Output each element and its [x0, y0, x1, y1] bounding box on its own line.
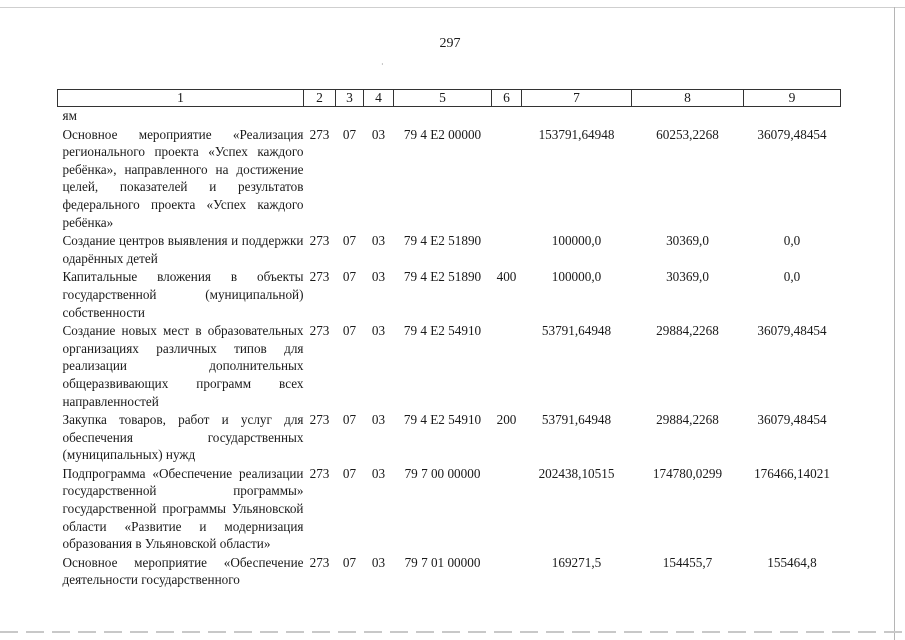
page-frame-top	[0, 7, 905, 8]
row-amount-3: 176466,14021	[754, 465, 830, 481]
row-name: Создание новых мест в образовательных организациях различных типов для реализации дополнительных общеразвивающих программ всех направленностей	[62, 323, 304, 409]
column-header: 6	[492, 90, 522, 107]
row-amount-2: 174780,0299	[652, 465, 723, 481]
page-frame-bottom	[0, 631, 905, 633]
table-row	[58, 464, 841, 553]
row-target-code: 79 7 01 00000	[404, 554, 481, 570]
row-target-code: 79 4 E2 51890	[403, 269, 482, 285]
row-section-code: 07	[342, 465, 357, 481]
row-amount-2: 30369,0	[666, 233, 709, 249]
column-header: 4	[364, 90, 394, 107]
row-amount-3: 0,0	[783, 233, 801, 249]
row-expense-type	[492, 553, 522, 589]
row-target-code: 79 4 E2 00000	[403, 126, 482, 142]
row-section-code: 07	[342, 233, 357, 249]
row-expense-type	[492, 125, 522, 232]
row-section-code: 07	[342, 554, 357, 570]
row-target-code: 79 4 E2 51890	[403, 233, 482, 249]
row-name: Капитальные вложения в объекты государственной (муниципальной) собственности	[62, 269, 304, 320]
row-target-code: 79 4 E2 54910	[403, 412, 482, 428]
row-name: Основное мероприятие «Реализация регионального проекта «Успех каждого ребёнка», направленного на достижение целей, показателей и результатов федерального проекта «Успех каждого ребёнка»	[62, 126, 304, 230]
continuation-text: ям	[62, 108, 77, 123]
column-header: 5	[394, 90, 492, 107]
row-amount-1: 100000,0	[551, 269, 602, 285]
row-amount-1: 169271,5	[551, 554, 602, 570]
row-amount-1: 53791,64948	[541, 323, 612, 339]
row-subsection-code: 03	[371, 233, 386, 249]
row-ministry-code: 273	[309, 323, 330, 339]
row-section-code: 07	[342, 126, 357, 142]
row-expense-type: 200	[496, 412, 517, 428]
column-header: 1	[58, 90, 304, 107]
row-amount-2: 30369,0	[666, 269, 709, 285]
row-amount-2: 154455,7	[662, 554, 713, 570]
row-section-code: 07	[342, 323, 357, 339]
row-subsection-code: 03	[371, 554, 386, 570]
row-ministry-code: 273	[309, 126, 330, 142]
row-ministry-code: 273	[309, 233, 330, 249]
row-name: Создание центров выявления и поддержки одарённых детей	[62, 233, 304, 266]
column-header: 2	[304, 90, 336, 107]
row-amount-3: 36079,48454	[757, 412, 827, 428]
row-subsection-code: 03	[371, 465, 386, 481]
row-ministry-code: 273	[309, 412, 330, 428]
page-number: 297	[439, 36, 461, 51]
row-subsection-code: 03	[371, 412, 386, 428]
row-amount-3: 36079,48454	[757, 126, 827, 142]
row-ministry-code: 273	[309, 554, 330, 570]
row-amount-1: 53791,64948	[541, 412, 612, 428]
budget-table	[57, 89, 841, 589]
row-subsection-code: 03	[371, 269, 386, 285]
column-header: 3	[336, 90, 364, 107]
row-amount-1: 153791,64948	[538, 126, 615, 142]
table-row	[58, 125, 841, 232]
table-row	[58, 321, 841, 410]
column-header: 8	[632, 90, 744, 107]
table-row	[58, 267, 841, 321]
row-subsection-code: 03	[371, 126, 386, 142]
row-target-code: 79 4 E2 54910	[403, 323, 482, 339]
row-name: Основное мероприятие «Обеспечение деятельности государственного	[62, 554, 304, 588]
row-ministry-code: 273	[309, 269, 330, 285]
row-amount-2: 60253,2268	[656, 126, 719, 142]
table-body	[58, 107, 841, 590]
header-row	[58, 90, 841, 107]
continuation-row	[58, 107, 841, 125]
row-expense-type	[492, 464, 522, 553]
row-amount-3: 155464,8	[767, 554, 817, 570]
table-row	[58, 410, 841, 464]
column-header: 7	[522, 90, 632, 107]
table-row	[58, 553, 841, 589]
row-subsection-code: 03	[371, 323, 386, 339]
row-expense-type: 400	[496, 269, 517, 285]
row-amount-3: 0,0	[783, 269, 801, 285]
row-name: Закупка товаров, работ и услуг для обеспечения государственных (муниципальных) нужд	[62, 412, 304, 463]
row-amount-2: 29884,2268	[656, 323, 719, 339]
page-frame-right	[894, 7, 895, 640]
row-amount-2: 29884,2268	[656, 412, 719, 428]
row-section-code: 07	[342, 412, 357, 428]
column-header: 9	[744, 90, 841, 107]
row-expense-type	[492, 231, 522, 267]
row-amount-1: 202438,10515	[538, 465, 615, 481]
row-ministry-code: 273	[309, 465, 330, 481]
row-section-code: 07	[342, 269, 357, 285]
table-header	[58, 90, 841, 107]
row-expense-type	[492, 321, 522, 410]
scan-speck: ·	[381, 60, 384, 69]
row-amount-1: 100000,0	[551, 233, 602, 249]
row-name: Подпрограмма «Обеспечение реализации государственной программы» государственной программы Ульяновской области «Развитие и модернизация образования в Ульяновской области»	[62, 465, 304, 552]
table-row	[58, 231, 841, 267]
row-target-code: 79 7 00 00000	[404, 465, 481, 481]
row-amount-3: 36079,48454	[757, 323, 827, 339]
